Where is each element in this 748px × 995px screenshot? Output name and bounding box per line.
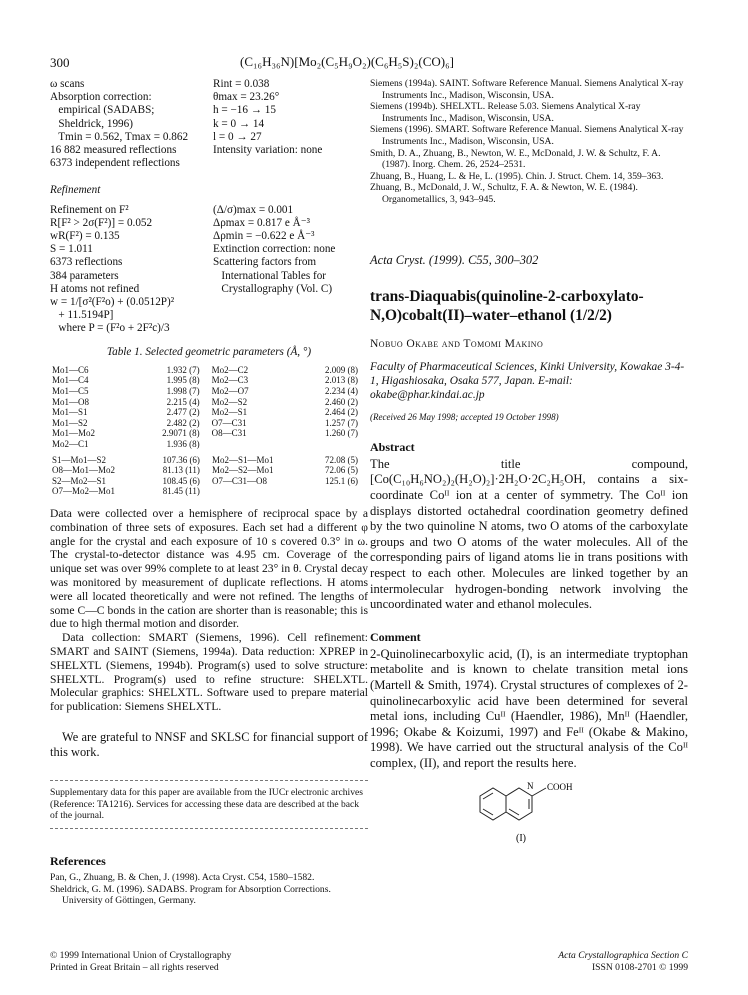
parameter-value: 72.06 (5) — [325, 465, 358, 476]
parameter-label — [210, 439, 273, 450]
table-row — [50, 397, 368, 408]
software-paragraph: Data collection: SMART (Siemens, 1996). Cell refinement: SMART and SAINT (Siemens, 1994a). Data reduction: XPREP in SHELXTL (Siemens, 1994b). Program(s) used to solve structure: SHELXTL. Program(s) used to refine structure: SHELXTL. Molecular graphics: SHELXTL. Software used to prepare material for publication: Siemens SHELXTL. — [50, 631, 368, 714]
parameter-label: Mo2—C3 — [211, 375, 249, 386]
refinement-line: Δρmin = −0.622 e Å⁻³ — [213, 230, 315, 243]
page-number: 300 — [50, 55, 70, 70]
copyright: © 1999 International Union of Crystallography — [50, 950, 232, 961]
refinement-line: Scattering factors from — [213, 256, 317, 269]
abstract-text: The title compound, [Co(C₁₀H₆NO₂)₂(H₂O)₂]·2H₂O·2C₂H₅OH, contains a six-coordinate Coᴵᴵ ion at a center of symmetry. The Coᴵᴵ ion displays distorted octahedral coordination geometry defined by the two quinoline N atoms, two O atoms of the carboxylate groups and two O atoms of the water molecules. All of the corresponding pairs of ligand atoms lie in trans positions with respect to each other. Molecules are linked together by an intermolecular hydrogen-bonding network involving the uncoordinated water and ethanol molecules. — [370, 456, 688, 612]
parameter-value: 2.234 (4) — [325, 386, 358, 397]
angle-table — [50, 455, 368, 497]
refinement-block — [50, 204, 368, 336]
parameter-label: S1—Mo1—S2 — [52, 454, 107, 465]
parameter-value: 125.1 (6) — [325, 475, 358, 486]
refinement-line: (Δ/σ)max = 0.001 — [213, 203, 294, 216]
parameter-label: Mo2—C2 — [211, 364, 249, 375]
parameter-value: 108.45 (6) — [162, 475, 200, 486]
reference-entry: Pan, G., Zhuang, B. & Chen, J. (1998). Acta Cryst. C54, 1580–1582. — [50, 871, 315, 883]
refinement-right — [205, 204, 368, 336]
article-title — [370, 287, 688, 325]
parameter-label: O7—C31—O8 — [211, 475, 267, 486]
parameter-label: Mo2—C1 — [52, 439, 89, 450]
parameter-value — [273, 439, 368, 450]
data-collection-line: Tmin = 0.562, Tmax = 0.862 — [50, 130, 189, 143]
parameter-label: Mo2—O7 — [211, 386, 249, 397]
parameter-label: Mo1—C4 — [52, 375, 89, 386]
refinement-line: Extinction correction: none — [213, 243, 336, 256]
data-collection-line: Absorption correction: — [50, 91, 152, 104]
table-row — [50, 365, 368, 376]
parameter-value: 1.260 (7) — [325, 428, 358, 439]
parameter-value: 2.013 (8) — [325, 375, 358, 386]
experimental-paragraph: Data were collected over a hemisphere of reciprocal space by a combination of three sets of exposures. Each set had a different φ angle for the crystal and each exposure of 10 s covered 0.3° in ω. The crystal-to-detector distance was 4.95 cm. Coverage of the unique set was over 99% complete to at least 23° in θ. Crystal decay was monitored by measurement of duplicate reflections. H atoms were all located theoretically and were not refined. The lengths of some C—C bonds in the cation are shorter than is reasonable; this is due to high thermal motion and disorder. — [50, 506, 368, 631]
table-row — [50, 465, 368, 476]
parameter-value: 1.932 (7) — [166, 364, 200, 375]
parameter-label: O8—Mo1—Mo2 — [52, 465, 116, 476]
comment-text: 2-Quinolinecarboxylic acid, (I), is an intermediate tryptophan metabolite and is known to chelate transition metal ions (Martell & Smith, 1974). Crystal structures of complexes of 2-quinolinecarboxylic acid have been determined for several metal ions, including Cuᴵᴵ (Haendler, 1986), Mnᴵᴵ (Haendler, 1996; Okabe & Koizumi, 1997) and Feᴵᴵ (Okabe & Makino, 1998). We have carried out the structural analysis of the Coᴵᴵ complex, (II), and report the results here. — [370, 646, 688, 771]
parameter-value: 72.08 (5) — [325, 454, 358, 465]
parameter-label: Mo2—S1 — [211, 407, 248, 418]
divider — [50, 780, 368, 781]
data-collection-line: 16 882 measured reflections — [50, 144, 177, 157]
reference-entry: Sheldrick, G. M. (1996). SADABS. Program for Absorption Corrections. University of Göttingen, Germany. — [50, 883, 331, 907]
table-row — [50, 455, 368, 466]
references-continued — [370, 78, 688, 206]
data-collection-line: Sheldrick, 1996) — [50, 117, 133, 130]
data-collection-right — [205, 78, 368, 170]
refinement-line: Crystallography (Vol. C) — [213, 282, 333, 295]
reference-entry: Siemens (1994b). SHELXTL. Release 5.03. Siemens Analytical X-ray Instruments Inc., Madison, Wisconsin, USA. — [370, 101, 641, 124]
refinement-left — [50, 204, 205, 336]
references-heading: References — [50, 853, 106, 868]
data-collection-line: ω scans — [50, 78, 85, 90]
compound-label: (I) — [516, 832, 526, 844]
data-collection-line: k = 0 → 14 — [213, 117, 265, 130]
parameter-value: 1.936 (8) — [166, 439, 200, 450]
table-row — [50, 439, 368, 450]
printed-notice: Printed in Great Britain – all rights reserved — [50, 962, 219, 973]
parameter-label: Mo1—C5 — [52, 386, 89, 397]
parameter-value: 2.482 (2) — [166, 417, 200, 428]
refinement-line: where P = (F²o + 2F²c)/3 — [50, 322, 170, 335]
parameter-label: Mo1—S2 — [52, 417, 88, 428]
journal-name: Acta Crystallographica Section C — [558, 950, 688, 961]
data-collection-block — [50, 78, 368, 170]
table-row — [50, 428, 368, 439]
table-row — [50, 476, 368, 487]
article-citation: Acta Cryst. (1999). C55, 300–302 — [370, 252, 539, 267]
reference-entry: Smith, D. A., Zhuang, B., Newton, W. E., McDonald, J. W. & Schultz, F. A. (1987). Inorg. Chem. 26, 2524–2531. — [370, 147, 661, 171]
table-row — [50, 386, 368, 397]
data-collection-left — [50, 78, 205, 170]
acknowledgement: We are grateful to NNSF and SKLSC for financial support of this work. — [50, 729, 368, 759]
table-row — [50, 407, 368, 418]
reference-entry: Zhuang, B., McDonald, J. W., Schultz, F. A. & Newton, W. E. (1984). Organometallics, 3, 943–945. — [370, 182, 638, 205]
parameter-label: Mo1—C6 — [52, 364, 89, 375]
references-list — [50, 872, 368, 907]
refinement-line: w = 1/[σ²(F²o) + (0.0512P)² — [50, 296, 175, 309]
table-row — [50, 375, 368, 386]
parameter-label: Mo1—Mo2 — [52, 428, 96, 439]
refinement-line: International Tables for — [213, 269, 327, 282]
data-collection-line: θmax = 23.26° — [213, 91, 280, 104]
parameter-value: 1.995 (8) — [166, 375, 200, 386]
refinement-line: R[F² > 2σ(F²)] = 0.052 — [50, 216, 153, 229]
data-collection-line: l = 0 → 27 — [213, 130, 262, 143]
parameter-label: O7—C31 — [211, 417, 247, 428]
refinement-line: Δρmax = 0.817 e Å⁻³ — [213, 216, 311, 229]
article-title-line2: N,O)cobalt(II)–water–ethanol (1/2/2) — [370, 306, 612, 324]
parameter-value: 81.13 (11) — [162, 465, 200, 476]
parameter-label: Mo2—S1—Mo1 — [211, 454, 274, 465]
authors: Nobuo Okabe and Tomomi Makino — [370, 336, 544, 350]
reference-entry: Siemens (1996). SMART. Software Reference Manual. Siemens Analytical X-ray Instruments Inc., Madison, Wisconsin, USA. — [370, 124, 684, 147]
carboxyl-label: COOH — [547, 781, 573, 792]
left-column — [50, 78, 368, 907]
data-collection-line: Rint = 0.038 — [213, 78, 270, 90]
quinoline-structure-drawing — [370, 778, 688, 846]
divider — [50, 828, 368, 829]
table-caption: Table 1. Selected geometric parameters (Å, °) — [106, 345, 312, 358]
article-title-line1: trans-Diaquabis(quinoline-2-carboxylato- — [370, 287, 644, 305]
refinement-line: wR(F²) = 0.135 — [50, 230, 120, 243]
parameter-label: S2—Mo2—S1 — [52, 475, 107, 486]
received-dates: (Received 26 May 1998; accepted 19 October 1998) — [370, 411, 559, 422]
parameter-label — [210, 486, 276, 497]
table-row — [50, 486, 368, 497]
refinement-line: H atoms not refined — [50, 282, 140, 295]
nitrogen-label: N — [527, 780, 534, 791]
data-collection-line: Intensity variation: none — [213, 144, 323, 157]
parameter-value: 2.009 (8) — [325, 364, 358, 375]
refinement-line: + 11.5194P] — [50, 309, 114, 322]
chemical-scheme — [370, 778, 688, 846]
comment-heading: Comment — [370, 629, 421, 644]
parameter-value — [276, 486, 368, 497]
refinement-line: S = 1.011 — [50, 243, 93, 256]
affiliation: Faculty of Pharmaceutical Sciences, Kinki University, Kowakae 3-4-1, Higashiosaka, Osaka 577, Japan. E-mail: okabe@phar.kindai.ac.jp — [370, 360, 685, 402]
data-collection-line: h = −16 → 15 — [213, 104, 276, 117]
parameter-value: 2.464 (2) — [325, 407, 358, 418]
parameter-value: 1.257 (7) — [325, 417, 358, 428]
abstract-heading: Abstract — [370, 439, 415, 454]
parameter-label: Mo2—S2—Mo1 — [211, 465, 274, 476]
issn: ISSN 0108-2701 © 1999 — [591, 962, 688, 973]
parameter-value: 2.477 (2) — [166, 407, 200, 418]
data-collection-line: empirical (SADABS; — [50, 104, 155, 117]
parameter-label: Mo1—O8 — [52, 396, 90, 407]
parameter-label: O8—C31 — [211, 428, 247, 439]
supplementary-note: Supplementary data for this paper are available from the IUCr electronic archives (Reference: TA1216). Services for accessing these data are described at the back of the journal. — [50, 786, 363, 822]
parameter-label: O7—Mo2—Mo1 — [52, 486, 116, 497]
reference-entry: Zhuang, B., Huang, L. & He, L. (1995). Chin. J. Struct. Chem. 14, 359–363. — [370, 170, 664, 182]
parameter-value: 2.460 (2) — [325, 396, 358, 407]
parameter-value: 2.215 (4) — [166, 396, 200, 407]
refinement-line: 384 parameters — [50, 269, 119, 282]
table-row — [50, 418, 368, 429]
bond-table — [50, 365, 368, 450]
refinement-line: 6373 reflections — [50, 256, 123, 269]
refinement-line: Refinement on F² — [50, 203, 129, 216]
parameter-value: 1.998 (7) — [166, 386, 200, 397]
reference-entry: Siemens (1994a). SAINT. Software Reference Manual. Siemens Analytical X-ray Instruments Inc., Madison, Wisconsin, USA. — [370, 78, 684, 101]
parameter-value: 81.45 (11) — [162, 486, 200, 497]
running-title: (C₁₆H₃₆N)[Mo₂(C₅H₉O₂)(C₆H₅S)₂(CO)₆] — [240, 54, 454, 69]
refinement-heading: Refinement — [50, 184, 101, 197]
parameter-label: Mo2—S2 — [211, 396, 248, 407]
parameter-value: 2.9071 (8) — [162, 428, 200, 439]
right-column — [370, 78, 688, 846]
parameter-value: 107.36 (6) — [162, 454, 200, 465]
data-collection-line: 6373 independent reflections — [50, 157, 180, 170]
parameter-label: Mo1—S1 — [52, 407, 88, 418]
